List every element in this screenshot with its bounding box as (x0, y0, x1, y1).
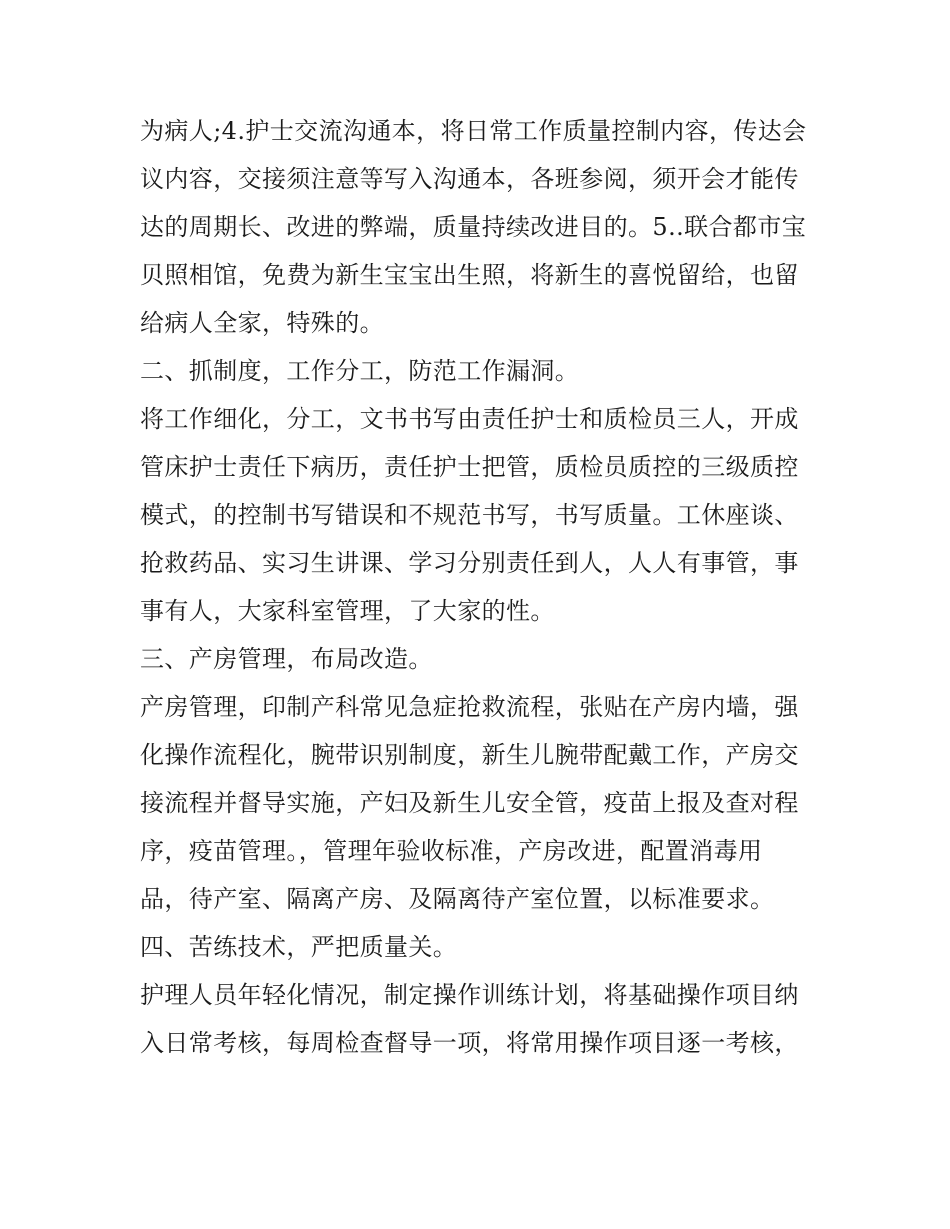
section-heading-3 (140, 635, 814, 683)
paragraph-1 (140, 107, 814, 347)
heading-line: 三、产房管理，布局改造。 (140, 645, 433, 673)
document-body (140, 107, 814, 1067)
text-line: 入日常考核，每周检查督导一项，将常用操作项目逐一考核， (140, 1029, 799, 1057)
paragraph-3 (140, 683, 814, 923)
paragraph-4 (140, 971, 814, 1067)
text-line: 产房管理，印制产科常见急症抢救流程，张贴在产房内墙，强 (140, 693, 799, 721)
text-line: 接流程并督导实施，产妇及新生儿安全管，疫苗上报及查对程 (140, 789, 799, 817)
heading-line: 四、苦练技术，严把质量关。 (140, 933, 458, 961)
heading-line: 二、抓制度，工作分工，防范工作漏洞。 (140, 357, 580, 385)
text-line: 达的周期长、改进的弊端，质量持续改进目的。5..联合都市宝 (140, 213, 807, 241)
text-line: 贝照相馆，免费为新生宝宝出生照，将新生的喜悦留给，也留 (140, 261, 799, 289)
paragraph-2 (140, 395, 814, 635)
text-line: 议内容，交接须注意等写入沟通本，各班参阅，须开会才能传 (140, 165, 799, 193)
text-line: 给病人全家，特殊的。 (140, 309, 384, 337)
text-line: 为病人;4.护士交流沟通本，将日常工作质量控制内容，传达会 (140, 117, 807, 145)
text-line: 抢救药品、实习生讲课、学习分别责任到人，人人有事管，事 (140, 549, 799, 577)
section-heading-2 (140, 347, 814, 395)
text-line: 序，疫苗管理。，管理年验收标准，产房改进，配置消毒用 (140, 837, 763, 865)
text-line: 品，待产室、隔离产房、及隔离待产室位置，以标准要求。 (140, 885, 775, 913)
text-line: 管床护士责任下病历，责任护士把管，质检员质控的三级质控 (140, 453, 799, 481)
section-heading-4 (140, 923, 814, 971)
text-line: 将工作细化，分工，文书书写由责任护士和质检员三人，开成 (140, 405, 799, 433)
text-line: 事有人，大家科室管理，了大家的性。 (140, 597, 555, 625)
text-line: 护理人员年轻化情况，制定操作训练计划，将基础操作项目纳 (140, 981, 799, 1009)
text-line: 模式，的控制书写错误和不规范书写，书写质量。工休座谈、 (140, 501, 799, 529)
text-line: 化操作流程化，腕带识别制度，新生儿腕带配戴工作，产房交 (140, 741, 799, 769)
